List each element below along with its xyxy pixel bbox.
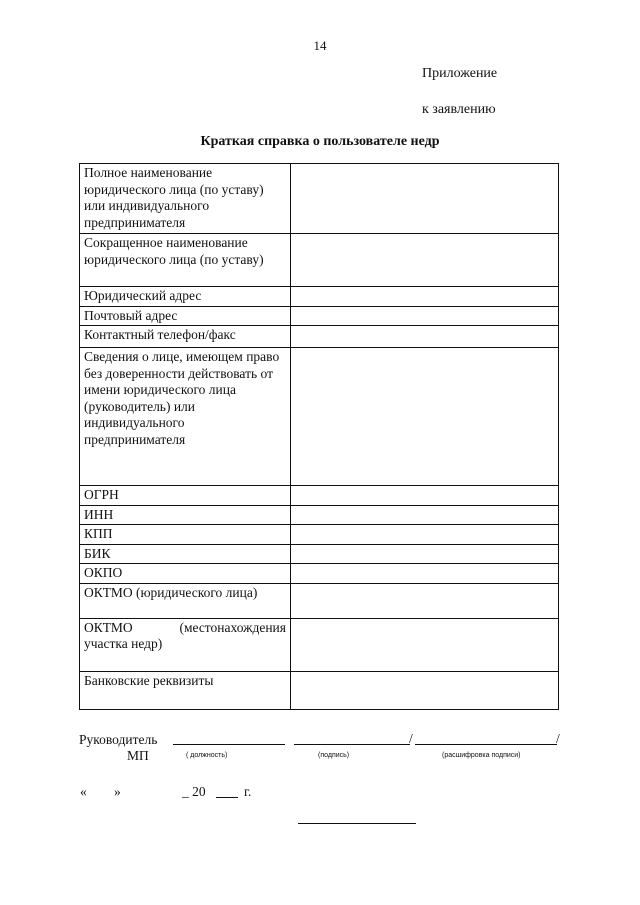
table-row (80, 306, 559, 326)
row-value-legal-address[interactable] (291, 287, 559, 307)
row-label-full-name: Полное наименование юридического лица (по уставу) или индивидуального предпринимателя (80, 164, 291, 234)
signature-caption: (подпись) (318, 752, 350, 759)
oktmo-site-label-right: (местонахождения (179, 619, 286, 635)
position-caption: ( должность) (186, 752, 228, 759)
oktmo-site-label-rest: участка недр) (84, 636, 163, 651)
year-line[interactable] (216, 797, 238, 798)
row-value-oktmo-legal[interactable] (291, 583, 559, 618)
appendix-label: Приложение (422, 66, 498, 81)
row-label-okpo: ОКПО (80, 564, 291, 584)
row-value-oktmo-site[interactable] (291, 618, 559, 671)
row-value-authorized-person[interactable] (291, 348, 559, 486)
row-label-authorized-person: Сведения о лице, имеющем право без доверенности действовать от имени юридического лица (руководитель) или индивидуального предпринимателя (80, 348, 291, 486)
table-row (80, 234, 559, 287)
row-label-bank-details: Банковские реквизиты (80, 671, 291, 709)
table-row (80, 564, 559, 584)
table-row (80, 544, 559, 564)
date-open-quote: « (80, 784, 87, 799)
document-title: Краткая справка о пользователе недр (200, 134, 440, 149)
signature-line[interactable] (294, 744, 410, 745)
position-line[interactable] (173, 744, 285, 745)
row-label-ogrn: ОГРН (80, 486, 291, 506)
decoding-caption: (расшифровка подписи) (442, 752, 521, 759)
row-value-inn[interactable] (291, 505, 559, 525)
table-row (80, 164, 559, 234)
row-label-kpp: КПП (80, 525, 291, 545)
date-year-prefix: _ 20 (182, 784, 206, 799)
bottom-line (298, 823, 416, 824)
table-row (80, 505, 559, 525)
slash-left: / (409, 731, 413, 746)
page-number: 14 (313, 38, 327, 53)
row-label-oktmo-legal: ОКТМО (юридического лица) (80, 583, 291, 618)
subsoil-user-info-table (79, 163, 559, 710)
head-label: Руководитель (79, 732, 158, 747)
slash-right: / (556, 731, 560, 746)
row-value-short-name[interactable] (291, 234, 559, 287)
row-value-bik[interactable] (291, 544, 559, 564)
table-row (80, 671, 559, 709)
row-label-legal-address: Юридический адрес (80, 287, 291, 307)
table-row (80, 287, 559, 307)
table-row (80, 348, 559, 486)
decoding-line[interactable] (415, 744, 557, 745)
seal-label: МП (127, 748, 149, 763)
row-label-phone-fax: Контактный телефон/факс (80, 326, 291, 348)
to-application-label: к заявлению (422, 102, 496, 117)
row-value-postal-address[interactable] (291, 306, 559, 326)
table-row (80, 525, 559, 545)
row-value-phone-fax[interactable] (291, 326, 559, 348)
row-label-short-name: Сокращенное наименование юридического лица (по уставу) (80, 234, 291, 287)
row-value-full-name[interactable] (291, 164, 559, 234)
row-value-bank-details[interactable] (291, 671, 559, 709)
row-label-oktmo-site (80, 618, 291, 671)
table-row (80, 618, 559, 671)
row-label-inn: ИНН (80, 505, 291, 525)
row-value-ogrn[interactable] (291, 486, 559, 506)
date-close-quote: » (114, 784, 121, 799)
oktmo-site-label-left: ОКТМО (84, 619, 133, 635)
date-year-suffix: г. (244, 784, 252, 799)
row-label-bik: БИК (80, 544, 291, 564)
table-row (80, 583, 559, 618)
row-value-okpo[interactable] (291, 564, 559, 584)
row-label-postal-address: Почтовый адрес (80, 306, 291, 326)
row-value-kpp[interactable] (291, 525, 559, 545)
table-row (80, 326, 559, 348)
table-row (80, 486, 559, 506)
